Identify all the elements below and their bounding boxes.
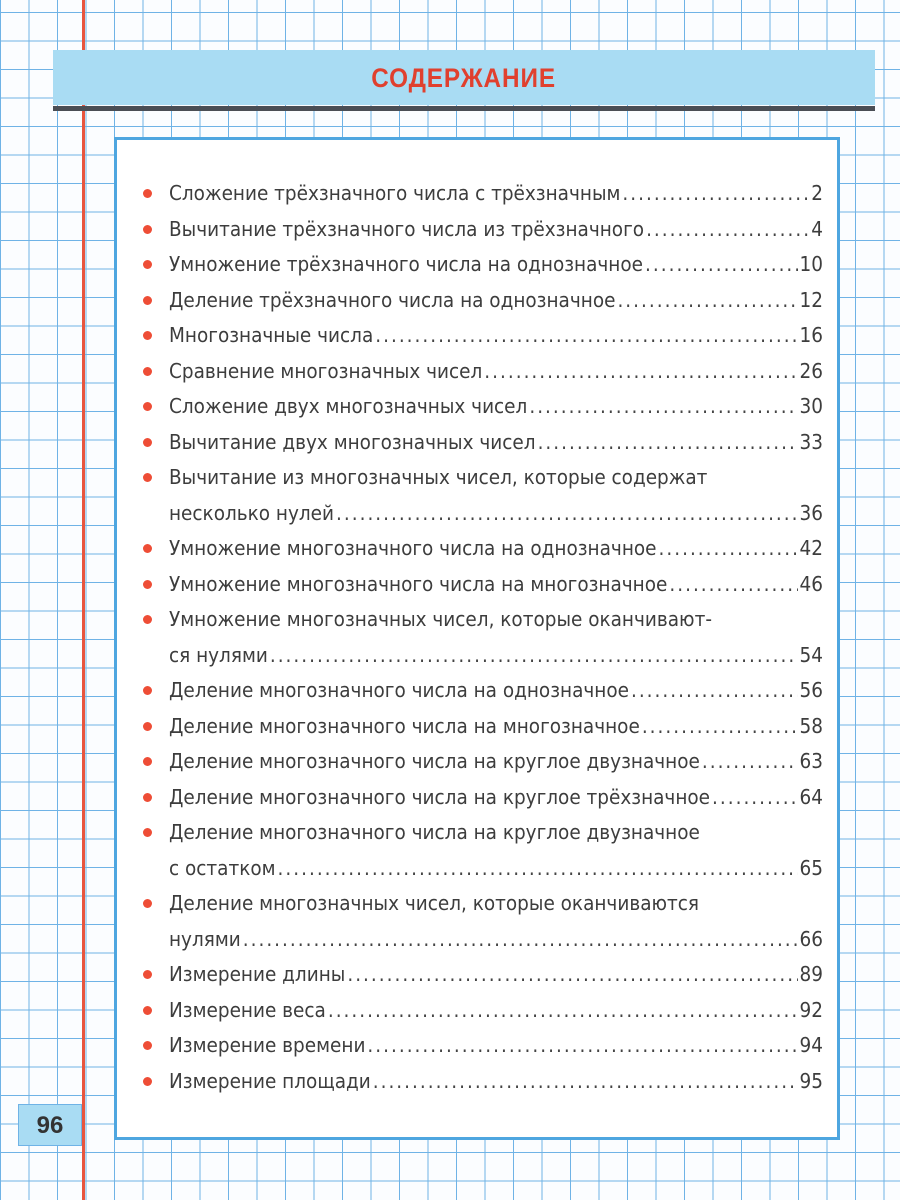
bullet-icon	[143, 544, 152, 553]
toc-entry[interactable]	[141, 780, 823, 816]
toc-entry[interactable]	[141, 1028, 823, 1064]
notebook-margin-line	[82, 0, 85, 1200]
dot-leader	[529, 389, 797, 425]
bullet-icon	[143, 1041, 152, 1050]
bullet-icon	[143, 367, 152, 376]
toc-entry-page: 16	[799, 323, 823, 347]
page-number-badge	[18, 1104, 82, 1146]
toc-entry[interactable]	[141, 425, 823, 461]
bullet-icon	[143, 260, 152, 269]
toc-entry-title: Сравнение многозначных чисел	[169, 358, 483, 383]
toc-entry-title: Деление многозначного числа на круглое трёхзначное	[169, 784, 711, 809]
dot-leader	[646, 212, 809, 248]
dot-leader	[669, 567, 797, 603]
toc-entry[interactable]	[141, 709, 823, 745]
toc-entry-page: 92	[799, 997, 823, 1022]
toc-entry[interactable]	[141, 886, 823, 957]
bullet-icon	[143, 828, 152, 837]
toc-entry-title: Умножение многозначного числа на однозначное	[169, 536, 657, 560]
toc-entry-page: 12	[799, 287, 823, 312]
toc-entry-page: 66	[799, 926, 823, 951]
dot-leader	[243, 922, 798, 958]
toc-entry-page: 58	[799, 713, 823, 738]
page-number: 96	[36, 1112, 64, 1139]
toc-entry-title: Измерение веса	[169, 997, 326, 1022]
bullet-icon	[143, 473, 152, 482]
bullet-icon	[143, 1077, 152, 1086]
toc-entry[interactable]	[141, 212, 823, 248]
toc-entry[interactable]	[141, 673, 823, 709]
toc-entry-title: Умножение многозначных чисел, которые оканчивают-	[169, 607, 712, 631]
toc-entry-title: ся нулями	[169, 642, 268, 667]
dot-leader	[347, 957, 797, 993]
dot-leader	[484, 354, 797, 390]
toc-entry-page: 30	[799, 394, 823, 418]
page-title: СОДЕРЖАНИЕ	[371, 63, 557, 93]
toc-entry-page: 65	[799, 855, 823, 880]
toc-entry-title: Сложение трёхзначного числа с трёхзначным	[169, 181, 621, 205]
dot-leader	[642, 709, 798, 745]
dot-leader	[373, 1064, 798, 1100]
toc-entry[interactable]	[141, 993, 823, 1029]
toc-entry-title: Деление многозначного числа на однозначное	[169, 678, 629, 702]
toc-entry-page: 64	[799, 784, 823, 809]
toc-entry-title: Вычитание двух многозначных чисел	[169, 429, 536, 454]
dot-leader	[617, 283, 797, 319]
toc-entry[interactable]	[141, 354, 823, 390]
toc-entry-page: 10	[799, 252, 823, 276]
bullet-icon	[143, 686, 152, 695]
toc-entry-title: Умножение трёхзначного числа на однозначное	[169, 252, 644, 276]
toc-entry-title: Многозначные числа	[169, 323, 374, 347]
bullet-icon	[143, 189, 152, 198]
toc-entry-page: 94	[799, 1033, 823, 1057]
dot-leader	[367, 1028, 797, 1064]
toc-entry-title: Деление многозначного числа на многозначное	[169, 713, 640, 738]
toc-entry-page: 33	[799, 429, 823, 454]
dot-leader	[375, 318, 797, 354]
bullet-icon	[143, 757, 152, 766]
bullet-icon	[143, 722, 152, 731]
toc-entry-page: 4	[811, 216, 823, 241]
dot-leader	[278, 851, 798, 887]
title-underline	[53, 106, 875, 111]
toc-entry-title: Измерение длины	[169, 962, 346, 986]
toc-entry[interactable]	[141, 1064, 823, 1100]
toc-entry-page: 42	[799, 536, 823, 560]
toc-entry-page: 36	[799, 500, 823, 525]
toc-entry-page: 46	[799, 571, 823, 596]
dot-leader	[328, 993, 798, 1029]
dot-leader	[270, 638, 798, 674]
dot-leader	[702, 744, 798, 780]
title-banner	[53, 50, 875, 105]
dot-leader	[712, 780, 798, 816]
toc-entry[interactable]	[141, 460, 823, 531]
bullet-icon	[143, 296, 152, 305]
toc-entry-page: 2	[811, 181, 823, 205]
toc-entry-title: несколько нулей	[169, 500, 335, 525]
toc-entry-page: 56	[799, 678, 823, 702]
toc-entry-title: Вычитание трёхзначного числа из трёхзначного	[169, 216, 645, 241]
toc-entry[interactable]	[141, 389, 823, 425]
toc-entry[interactable]	[141, 531, 823, 567]
toc-entry-page: 95	[799, 1068, 823, 1093]
dot-leader	[659, 531, 798, 567]
toc-entry-title: Измерение времени	[169, 1033, 366, 1057]
dot-leader	[631, 673, 798, 709]
bullet-icon	[143, 580, 152, 589]
toc-list	[141, 176, 823, 1099]
toc-entry-title: Сложение двух многозначных чисел	[169, 394, 528, 418]
toc-entry-page: 54	[799, 642, 823, 667]
toc-entry-title: нулями	[169, 926, 241, 951]
toc-entry-title: с остатком	[169, 855, 276, 880]
dot-leader	[538, 425, 798, 461]
bullet-icon	[143, 899, 152, 908]
dot-leader	[622, 176, 809, 212]
toc-entry-page: 26	[799, 358, 823, 383]
toc-entry-title: Деление многозначного числа на круглое двузначное	[169, 749, 700, 773]
toc-entry-title: Измерение площади	[169, 1068, 371, 1093]
bullet-icon	[143, 402, 152, 411]
toc-entry-title: Деление трёхзначного числа на однозначное	[169, 287, 616, 312]
table-of-contents	[114, 137, 840, 1140]
dot-leader	[336, 496, 798, 532]
toc-entry-page: 63	[799, 749, 823, 773]
toc-entry[interactable]	[141, 744, 823, 780]
bullet-icon	[143, 1006, 152, 1015]
toc-entry[interactable]	[141, 815, 823, 886]
bullet-icon	[143, 331, 152, 340]
bullet-icon	[143, 438, 152, 447]
bullet-icon	[143, 970, 152, 979]
toc-entry-title: Вычитание из многозначных чисел, которые содержат	[169, 465, 708, 489]
toc-entry[interactable]	[141, 602, 823, 673]
bullet-icon	[143, 793, 152, 802]
toc-entry[interactable]	[141, 247, 823, 283]
toc-entry-title: Умножение многозначного числа на многозначное	[169, 571, 668, 596]
toc-entry[interactable]	[141, 567, 823, 603]
bullet-icon	[143, 615, 152, 624]
toc-entry[interactable]	[141, 957, 823, 993]
bullet-icon	[143, 225, 152, 234]
toc-entry-title: Деление многозначного числа на круглое двузначное	[169, 820, 700, 844]
dot-leader	[645, 247, 798, 283]
toc-entry[interactable]	[141, 176, 823, 212]
toc-entry[interactable]	[141, 318, 823, 354]
toc-entry[interactable]	[141, 283, 823, 319]
toc-entry-page: 89	[799, 962, 823, 986]
toc-entry-title: Деление многозначных чисел, которые оканчиваются	[169, 891, 699, 915]
